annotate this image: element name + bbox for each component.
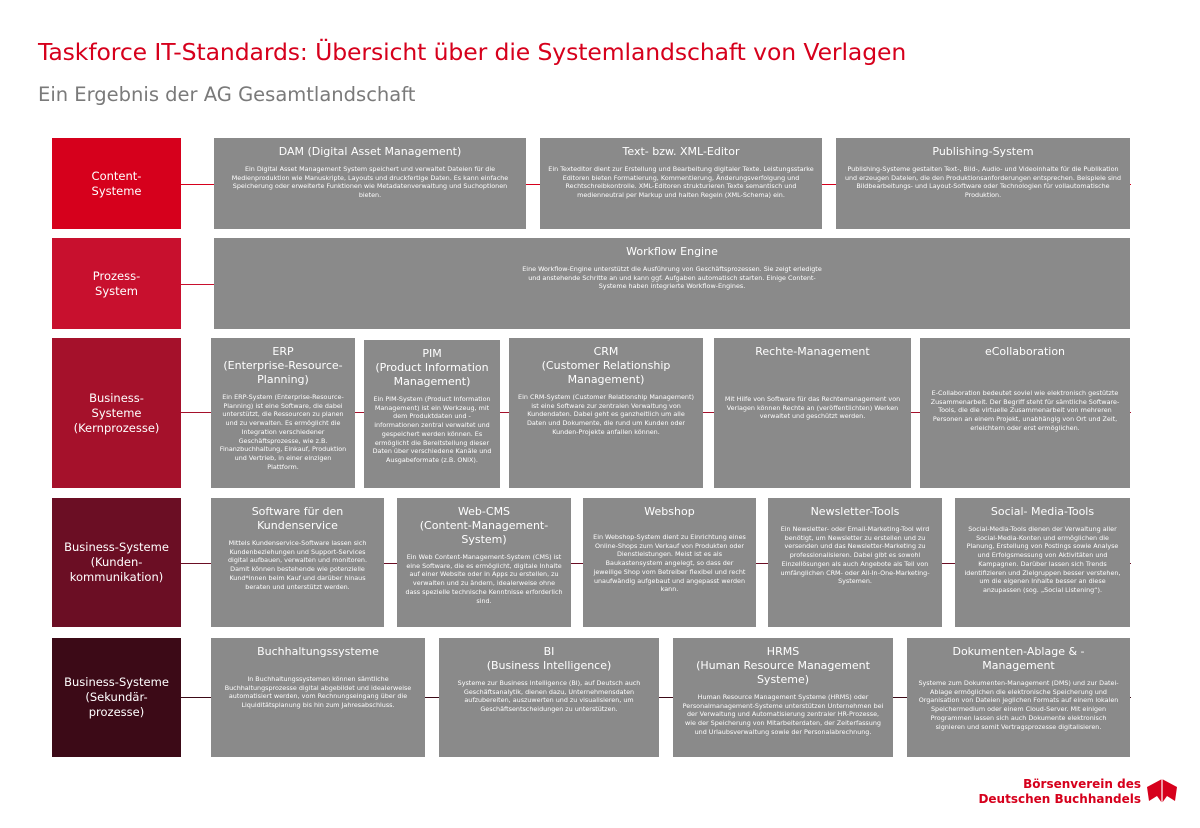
system-box-hrms — [673, 638, 893, 757]
system-box-title: eCollaboration — [984, 345, 1066, 358]
page-subtitle: Ein Ergebnis der AG Gesamtlandschaft — [38, 83, 416, 106]
system-box-title: BI (Business Intelligence) — [486, 645, 612, 672]
connector-line — [181, 284, 215, 285]
system-box-description: In Buchhaltungssystemen können sämtliche Buchhaltungsprozesse digital abgebildet und idealerweise automatisiert werden, vom Rechnungseingang über die Liquiditätsplanung bis hin zum Jahresabschluss. — [224, 675, 412, 710]
system-box-title: Dokumenten-Ablage & - Management — [952, 645, 1085, 672]
system-box-title: Software für den Kundenservice — [251, 505, 344, 532]
system-box-description: Ein Newsletter- oder Email-Marketing-Tool wird benötigt, um Newsletter zu erstellen und zu versenden und das Newsletter-Marketing zu professionalisieren. Dabei gibt es sowohl Einzellösungen als auch Angebote als Teil von umfänglichen CRM- oder All-In-One-Marketing-Systemen. — [780, 525, 930, 586]
system-box-title: Buchhaltungssysteme — [257, 645, 379, 658]
page-title: Taskforce IT-Standards: Übersicht über die Systemlandschaft von Verlagen — [38, 38, 907, 66]
row-category-core: Business- Systeme (Kernprozesse) — [52, 338, 181, 488]
system-box-description: Ein Texteditor dient zur Erstellung und Bearbeitung digitaler Texte. Leistungsstarke Editoren bieten Formatierung, Kommentierung, Änderungsverfolgung und Rechtschreibkontrolle. XML-Editoren strukturieren Texte semantisch und medienneutral per Markup und halten Regeln (XML-Schema) ein. — [548, 165, 814, 200]
system-box-description: Human Resource Management Systeme (HRMS) oder Personalmanagement-Systeme unterstützen Unternehmen bei der Verwaltung und Automatisierung zentraler HR-Prozesse, wie der Speicherung von Mitarbeiterdaten, der Zeiterfassung und Urlaubsverwaltung sowie der Personalabrechnung. — [682, 693, 884, 736]
publisher-logo-text: Börsenverein des Deutschen Buchhandels — [978, 777, 1141, 806]
system-box-title: CRM (Customer Relationship Management) — [541, 345, 671, 386]
system-box-web-cms — [397, 498, 571, 627]
system-box-description: Eine Workflow-Engine unterstützt die Ausführung von Geschäftsprozessen. Sie zeigt erledigte und anstehende Schritte an und kann ggf. Aufgaben automatisch starten. Einige Content-Systeme haben integrierte Workflow-Engines. — [522, 265, 822, 291]
system-box-description: Systeme zur Business Intelligence (BI), auf Deutsch auch Geschäftsanalytik, dienen dazu, Unternehmensdaten aufzubereiten, auszuwerten und zu visualisieren, um Geschäftsentscheidungen zu unterstützen. — [457, 679, 641, 714]
system-box-social-media-tools — [955, 498, 1130, 627]
system-box-description: Ein Web Content-Management-System (CMS) ist eine Software, die es ermöglicht, digitale Inhalte auf einer Website oder in Apps zu erstellen, zu verwalten und zu ändern, idealerweise ohne dass spezielle technische Kenntnisse erforderlich sind. — [405, 553, 563, 605]
system-box-title: DAM (Digital Asset Management) — [278, 145, 462, 158]
system-box-document-management — [907, 638, 1130, 757]
row-category-communication: Business-Systeme (Kunden- kommunikation) — [52, 498, 181, 627]
system-box-description: Social-Media-Tools dienen der Verwaltung aller Social-Media-Konten und ermöglichen die Planung, Erstellung von Postings sowie Analyse und Erfolgsmessung von Aktivitäten und Kampagnen. Darüber lassen sich Trends identifizieren und Zielgruppen besser verstehen, um die eigenen Inhalte besser an diese anzupassen (sog. „Social Listening“). — [964, 525, 1121, 594]
system-box-xml-editor — [540, 138, 822, 229]
system-box-description: Publishing-Systeme gestalten Text-, Bild-, Audio- und Videoinhalte für die Publikation und erzeugen Dateien, die den Produktionsanforderungen entsprechen. Beispiele sind Bildbearbeitungs- und Layout-Software oder Technologien für vollautomatische Produktion. — [844, 165, 1122, 200]
system-box-title: Rechte-Management — [755, 345, 870, 358]
system-box-publishing — [836, 138, 1130, 229]
system-box-description: Ein ERP-System (Enterprise-Resource-Planning) ist eine Software, die dabei unterstützt, die Ressourcen zu planen und zu verwalten. Es ermöglicht die Integration verschiedener Geschäftsprozesse, wie z.B. Finanzbuchhaltung, Einkauf, Produktion und Vertrieb, in einer einzigen Plattform. — [219, 393, 347, 471]
system-box-title: ERP (Enterprise-Resource- Planning) — [223, 345, 343, 386]
system-box-pim — [364, 340, 500, 488]
system-box-erp — [211, 338, 355, 488]
system-box-accounting — [211, 638, 425, 757]
system-box-title: Text- bzw. XML-Editor — [622, 145, 740, 158]
row-category-content: Content- Systeme — [52, 138, 181, 229]
row-category-secondary: Business-Systeme (Sekundär- prozesse) — [52, 638, 181, 757]
system-box-rights-management — [714, 338, 911, 488]
system-box-description: Mit Hilfe von Software für das Rechtemanagement von Verlagen können Rechte an (veröffentlichten) Werken verwaltet und geschützt werden. — [724, 395, 901, 421]
system-box-description: Mittels Kundenservice-Software lassen sich Kundenbeziehungen und Support-Services digital aufbauen, verwalten und monitoren. Damit können bestehende wie potenzielle Kund*innen beim Kauf und darüber hinaus beraten und unterstützt werden. — [227, 539, 368, 591]
system-box-title: Web-CMS (Content-Management-System) — [419, 505, 549, 546]
system-box-title: Webshop — [644, 505, 695, 518]
system-box-newsletter-tools — [768, 498, 942, 627]
system-box-ecollaboration — [920, 338, 1130, 488]
system-box-title: Social- Media-Tools — [990, 505, 1095, 518]
system-box-title: Publishing-System — [932, 145, 1034, 158]
system-box-workflow-engine — [214, 238, 1130, 329]
system-box-description: Ein Digital Asset Management System speichert und verwaltet Dateien für die Medienproduktion wie Manuskripte, Layouts und druckfertige Daten. Es kann einfache Speicherung oder erweiterte Funktionen wie Metadatenverwaltung und Suchoptionen bieten. — [231, 165, 509, 200]
system-box-description: Ein CRM-System (Customer Relationship Management) ist eine Software zur zentralen Verwaltung von Kundendaten. Dabei geht es ganzheitlich um alle Daten und Dokumente, die rund um Kunden oder Kunden-Projekte anfallen können. — [518, 393, 694, 436]
system-box-dam — [214, 138, 526, 229]
system-box-description: Systeme zum Dokumenten-Management (DMS) und zur Datei-Ablage ermöglichen die elektronische Speicherung und Organisation von Dateien jeglichen Formats auf einem lokalen Speichermedium oder einem Cloud-Server. Mit einigen Programmen lassen sich auch Dokumente elektronisch signieren und somit Vertragsprozesse digitalisieren. — [918, 679, 1119, 731]
book-logo-icon — [1145, 775, 1179, 805]
system-box-description: Ein PIM-System (Product Information Management) ist ein Werkzeug, mit dem Produktdaten und -informationen zentral verwaltet und gespeichert werden können. Es ermöglicht die Bereitstellung dieser Daten über verschiedene Kanäle und Ausgabeformate (z.B. ONIX). — [372, 395, 492, 464]
system-box-webshop — [583, 498, 756, 627]
system-box-title: Newsletter-Tools — [810, 505, 900, 518]
system-box-description: E-Collaboration bedeutet soviel wie elektronisch gestützte Zusammenarbeit. Der Begriff steht für sämtliche Software-Tools, die die virtuelle Zusammenarbeit von mehreren Personen an einem Projekt, unabhängig von Ort und Zeit, erleichtern oder erst ermöglichen. — [930, 389, 1120, 432]
system-box-title: PIM (Product Information Management) — [375, 347, 489, 388]
system-box-title: HRMS (Human Resource Management Systeme) — [696, 645, 870, 686]
system-box-title: Workflow Engine — [626, 245, 718, 258]
system-box-description: Ein Webshop-System dient zu Einrichtung eines Online-Shops zum Verkauf von Produkten oder Dienstleistungen. Meist ist es als Baukastensystem angelegt, so dass der jeweilige Shop vom Betreiber flexibel und recht unaufwändig aufgebaut und angepasst werden kann. — [593, 533, 746, 594]
row-category-process: Prozess- System — [52, 238, 181, 329]
system-box-crm — [509, 338, 703, 488]
system-box-customer-service — [211, 498, 384, 627]
system-box-business-intelligence — [439, 638, 659, 757]
